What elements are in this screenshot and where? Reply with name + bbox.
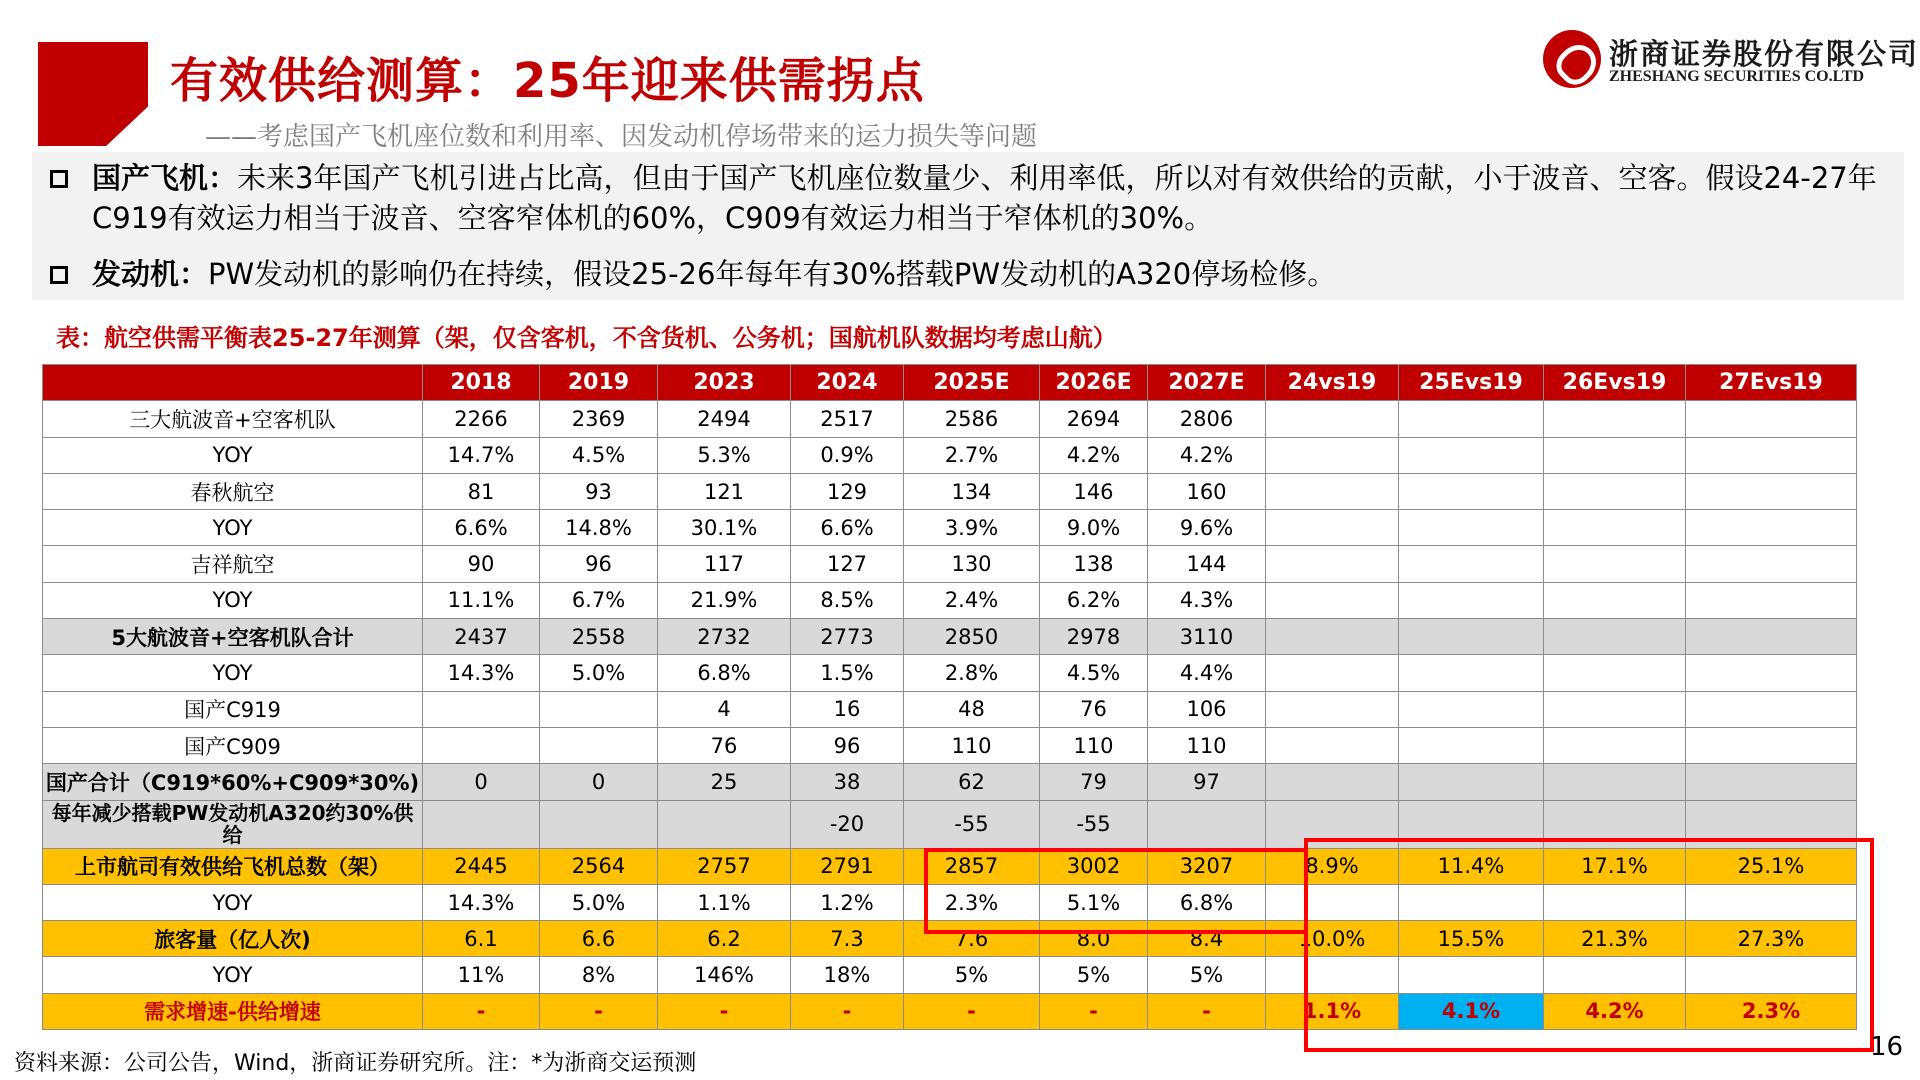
table-row — [43, 582, 1857, 618]
row-label: YOY — [43, 510, 423, 546]
table-cell — [1266, 546, 1399, 582]
table-cell: 9.6% — [1148, 510, 1266, 546]
table-cell: 9.0% — [1040, 510, 1148, 546]
page-title: 有效供给测算：25年迎来供需拐点 — [170, 53, 925, 109]
table-cell — [1266, 655, 1399, 691]
table-cell: 7.6 — [904, 921, 1040, 957]
table-cell — [1544, 619, 1686, 655]
table-cell: 8.9% — [1266, 848, 1399, 884]
table-cell: 4 — [658, 691, 791, 727]
table-row — [43, 401, 1857, 437]
table-row — [43, 619, 1857, 655]
table-title: 表：航空供需平衡表25-27年测算（架，仅含客机，不含货机、公务机；国航机队数据均考虑山航） — [56, 324, 1117, 352]
table-row — [43, 437, 1857, 473]
table-cell: 2.3% — [1686, 993, 1857, 1029]
table-cell: 1.1% — [658, 884, 791, 920]
table-cell — [1686, 691, 1857, 727]
table-cell — [1266, 582, 1399, 618]
table-cell: - — [1040, 993, 1148, 1029]
table-cell — [1686, 727, 1857, 763]
company-logo — [1543, 30, 1920, 88]
table-cell: - — [1148, 993, 1266, 1029]
table-cell: -20 — [791, 800, 904, 848]
table-cell: 117 — [658, 546, 791, 582]
table-cell — [1399, 510, 1544, 546]
table-cell — [1399, 727, 1544, 763]
table-cell: 1.5% — [791, 655, 904, 691]
table-cell: 14.3% — [423, 884, 540, 920]
table-cell — [1544, 510, 1686, 546]
table-cell: - — [904, 993, 1040, 1029]
column-header — [43, 365, 423, 401]
table-cell: 62 — [904, 764, 1040, 800]
table-cell: 2757 — [658, 848, 791, 884]
table-cell: 6.1 — [423, 921, 540, 957]
row-label: YOY — [43, 655, 423, 691]
table-row — [43, 764, 1857, 800]
table-cell: 97 — [1148, 764, 1266, 800]
table-cell — [1686, 510, 1857, 546]
table-cell: 3002 — [1040, 848, 1148, 884]
table-cell — [1399, 582, 1544, 618]
row-label: YOY — [43, 582, 423, 618]
table-cell: 6.7% — [540, 582, 658, 618]
table-row — [43, 510, 1857, 546]
table-cell: 6.2 — [658, 921, 791, 957]
table-cell — [1399, 619, 1544, 655]
row-label: 国产C909 — [43, 727, 423, 763]
page-subtitle: ——考虑国产飞机座位数和利用率、因发动机停场带来的运力损失等问题 — [205, 122, 1038, 152]
table-cell: 6.6% — [791, 510, 904, 546]
table-cell: 3207 — [1148, 848, 1266, 884]
table-row — [43, 655, 1857, 691]
table-cell: 14.8% — [540, 510, 658, 546]
table-cell: 106 — [1148, 691, 1266, 727]
table-cell: 146% — [658, 957, 791, 993]
row-label: 春秋航空 — [43, 473, 423, 509]
table-cell: 2732 — [658, 619, 791, 655]
table-cell: 90 — [423, 546, 540, 582]
bullet-head: 国产飞机： — [92, 161, 238, 195]
table-cell: 16 — [791, 691, 904, 727]
highlight-box-comparison — [1304, 838, 1874, 1052]
table-cell: 2.8% — [904, 655, 1040, 691]
table-cell: 6.2% — [1040, 582, 1148, 618]
table-row — [43, 727, 1857, 763]
table-cell: 4.2% — [1040, 437, 1148, 473]
table-cell: 2445 — [423, 848, 540, 884]
table-cell: 5.1% — [1040, 884, 1148, 920]
table-cell — [1266, 510, 1399, 546]
table-cell — [1686, 546, 1857, 582]
row-label: 5大航波音+空客机队合计 — [43, 619, 423, 655]
table-cell: 2.3% — [904, 884, 1040, 920]
table-cell: 2369 — [540, 401, 658, 437]
table-cell — [1399, 655, 1544, 691]
table-cell: 2266 — [423, 401, 540, 437]
table-cell — [1686, 401, 1857, 437]
table-cell: 30.1% — [658, 510, 791, 546]
table-cell: 8.0 — [1040, 921, 1148, 957]
column-header: 2026E — [1040, 365, 1148, 401]
table-cell — [1544, 727, 1686, 763]
table-cell: 7.3 — [791, 921, 904, 957]
row-label: 吉祥航空 — [43, 546, 423, 582]
title-accent-shape — [38, 42, 148, 146]
table-cell — [1686, 473, 1857, 509]
table-cell: 4.3% — [1148, 582, 1266, 618]
table-cell: -55 — [1040, 800, 1148, 848]
checkbox-square-icon — [50, 266, 68, 284]
column-header: 26Evs19 — [1544, 365, 1686, 401]
table-cell: -55 — [904, 800, 1040, 848]
table-cell — [1544, 764, 1686, 800]
row-label: YOY — [43, 957, 423, 993]
row-label: 每年减少搭载PW发动机A320约30%供给 — [43, 800, 423, 848]
table-cell — [1544, 691, 1686, 727]
table-cell: 2586 — [904, 401, 1040, 437]
table-cell — [1544, 473, 1686, 509]
table-cell: 2.4% — [904, 582, 1040, 618]
table-cell — [1544, 582, 1686, 618]
table-cell — [1399, 401, 1544, 437]
table-cell — [1686, 437, 1857, 473]
table-cell — [423, 727, 540, 763]
table-cell: 25.1% — [1686, 848, 1857, 884]
table-cell: 11.4% — [1399, 848, 1544, 884]
table-cell: 38 — [791, 764, 904, 800]
table-cell: 6.6 — [540, 921, 658, 957]
table-cell — [540, 800, 658, 848]
table-cell: 2857 — [904, 848, 1040, 884]
bullet-body: 未来3年国产飞机引进占比高，但由于国产飞机座位数量少、利用率低，所以对有效供给的贡献，小于波音、空客。假设24-27年C919有效运力相当于波音、空客窄体机的60%，C909有效运力相当于窄体机的30%。 — [92, 161, 1877, 235]
table-cell: 2517 — [791, 401, 904, 437]
table-cell: 15.5% — [1399, 921, 1544, 957]
table-cell: 2694 — [1040, 401, 1148, 437]
row-label: YOY — [43, 437, 423, 473]
column-header: 2027E — [1148, 365, 1266, 401]
table-cell: 2978 — [1040, 619, 1148, 655]
table-cell: 1.1% — [1266, 993, 1399, 1029]
table-row — [43, 473, 1857, 509]
table-cell: - — [540, 993, 658, 1029]
row-label: 三大航波音+空客机队 — [43, 401, 423, 437]
table-cell: 6.8% — [1148, 884, 1266, 920]
column-header: 2019 — [540, 365, 658, 401]
table-cell — [1686, 582, 1857, 618]
table-cell — [1399, 764, 1544, 800]
table-cell: 2437 — [423, 619, 540, 655]
table-cell — [658, 800, 791, 848]
table-cell — [1266, 473, 1399, 509]
table-cell — [540, 691, 658, 727]
table-cell — [1266, 437, 1399, 473]
table-cell: 25 — [658, 764, 791, 800]
table-cell: 27.3% — [1686, 921, 1857, 957]
highlight-box-supply-forecast — [924, 848, 1308, 934]
table-row — [43, 691, 1857, 727]
table-cell: 8.5% — [791, 582, 904, 618]
table-cell — [1544, 655, 1686, 691]
table-cell: 110 — [1148, 727, 1266, 763]
table-cell: 79 — [1040, 764, 1148, 800]
table-cell: 8% — [540, 957, 658, 993]
logo-name-cn: 浙商证券股份有限公司 — [1609, 37, 1920, 71]
table-cell: 110 — [1040, 727, 1148, 763]
table-cell: 110 — [904, 727, 1040, 763]
table-cell — [1148, 800, 1266, 848]
source-note: 资料来源：公司公告，Wind，浙商证券研究所。注：*为浙商交运预测 — [14, 1051, 697, 1076]
table-cell — [1544, 546, 1686, 582]
table-cell: - — [658, 993, 791, 1029]
table-cell: 2773 — [791, 619, 904, 655]
table-cell: 11% — [423, 957, 540, 993]
table-cell: 130 — [904, 546, 1040, 582]
table-cell: - — [423, 993, 540, 1029]
table-cell — [1399, 473, 1544, 509]
table-cell: 4.5% — [540, 437, 658, 473]
table-cell: 134 — [904, 473, 1040, 509]
column-header: 2023 — [658, 365, 791, 401]
table-cell — [1686, 619, 1857, 655]
table-cell: 2564 — [540, 848, 658, 884]
table-cell — [1544, 401, 1686, 437]
table-cell — [1266, 401, 1399, 437]
table-cell: 4.2% — [1148, 437, 1266, 473]
table-cell: 17.1% — [1544, 848, 1686, 884]
table-cell — [1266, 619, 1399, 655]
table-cell: 3.9% — [904, 510, 1040, 546]
table-cell: 5.0% — [540, 655, 658, 691]
row-label: 国产合计（C919*60%+C909*30%) — [43, 764, 423, 800]
table-cell — [540, 727, 658, 763]
table-cell — [423, 800, 540, 848]
table-cell: 0 — [423, 764, 540, 800]
table-cell — [1544, 437, 1686, 473]
logo-name-en: ZHESHANG SECURITIES CO.LTD — [1609, 68, 1865, 85]
table-cell: 93 — [540, 473, 658, 509]
table-cell: 14.3% — [423, 655, 540, 691]
table-cell: 129 — [791, 473, 904, 509]
table-cell: 2806 — [1148, 401, 1266, 437]
table-cell: 5% — [1040, 957, 1148, 993]
table-cell: 76 — [1040, 691, 1148, 727]
bullet-panel — [32, 152, 1904, 300]
table-cell: 4.5% — [1040, 655, 1148, 691]
bullet-head: 发动机： — [92, 257, 209, 291]
table-cell: 11.1% — [423, 582, 540, 618]
table-cell: 2.7% — [904, 437, 1040, 473]
column-header: 2018 — [423, 365, 540, 401]
table-cell — [1266, 691, 1399, 727]
table-cell — [1686, 764, 1857, 800]
table-cell: 6.8% — [658, 655, 791, 691]
table-cell — [423, 691, 540, 727]
table-cell: 3110 — [1148, 619, 1266, 655]
table-cell: 0.9% — [791, 437, 904, 473]
table-cell: 6.6% — [423, 510, 540, 546]
table-cell: 5.0% — [540, 884, 658, 920]
table-cell: 10.0% — [1266, 921, 1399, 957]
table-cell: 0 — [540, 764, 658, 800]
table-cell: 121 — [658, 473, 791, 509]
table-cell: 21.3% — [1544, 921, 1686, 957]
table-cell: 81 — [423, 473, 540, 509]
column-header: 2024 — [791, 365, 904, 401]
table-cell: 18% — [791, 957, 904, 993]
row-label: 旅客量（亿人次) — [43, 921, 423, 957]
column-header: 24vs19 — [1266, 365, 1399, 401]
table-cell: - — [791, 993, 904, 1029]
table-cell: 2494 — [658, 401, 791, 437]
table-cell: 4.2% — [1544, 993, 1686, 1029]
table-cell: 21.9% — [658, 582, 791, 618]
table-cell: 76 — [658, 727, 791, 763]
checkbox-square-icon — [50, 170, 68, 188]
table-cell — [1399, 691, 1544, 727]
table-row — [43, 546, 1857, 582]
table-cell: 96 — [540, 546, 658, 582]
page-number: 16 — [1870, 1032, 1904, 1062]
table-cell: 127 — [791, 546, 904, 582]
bullet-body: PW发动机的影响仍在持续，假设25-26年每年有30%搭载PW发动机的A320停场检修。 — [208, 257, 1337, 291]
table-cell: 2791 — [791, 848, 904, 884]
table-cell — [1266, 727, 1399, 763]
table-cell: 146 — [1040, 473, 1148, 509]
table-cell — [1266, 764, 1399, 800]
table-header-row — [43, 365, 1857, 401]
table-cell: 48 — [904, 691, 1040, 727]
table-cell: 138 — [1040, 546, 1148, 582]
row-label: 上市航司有效供给飞机总数（架） — [43, 848, 423, 884]
logo-mark-icon — [1543, 30, 1601, 88]
table-cell: 1.2% — [791, 884, 904, 920]
row-label: 国产C919 — [43, 691, 423, 727]
column-header: 25Evs19 — [1399, 365, 1544, 401]
table-cell: 96 — [791, 727, 904, 763]
table-cell — [1686, 655, 1857, 691]
table-cell — [1399, 546, 1544, 582]
row-label: YOY — [43, 884, 423, 920]
table-cell: 160 — [1148, 473, 1266, 509]
table-cell: 4.1% — [1399, 993, 1544, 1029]
table-cell: 14.7% — [423, 437, 540, 473]
table-cell: 2558 — [540, 619, 658, 655]
table-cell — [1399, 437, 1544, 473]
table-cell: 5% — [904, 957, 1040, 993]
table-cell: 144 — [1148, 546, 1266, 582]
column-header: 2025E — [904, 365, 1040, 401]
column-header: 27Evs19 — [1686, 365, 1857, 401]
table-cell: 8.4 — [1148, 921, 1266, 957]
table-cell: 4.4% — [1148, 655, 1266, 691]
table-cell: 5.3% — [658, 437, 791, 473]
table-cell: 2850 — [904, 619, 1040, 655]
table-cell: 5% — [1148, 957, 1266, 993]
row-label: 需求增速-供给增速 — [43, 993, 423, 1029]
